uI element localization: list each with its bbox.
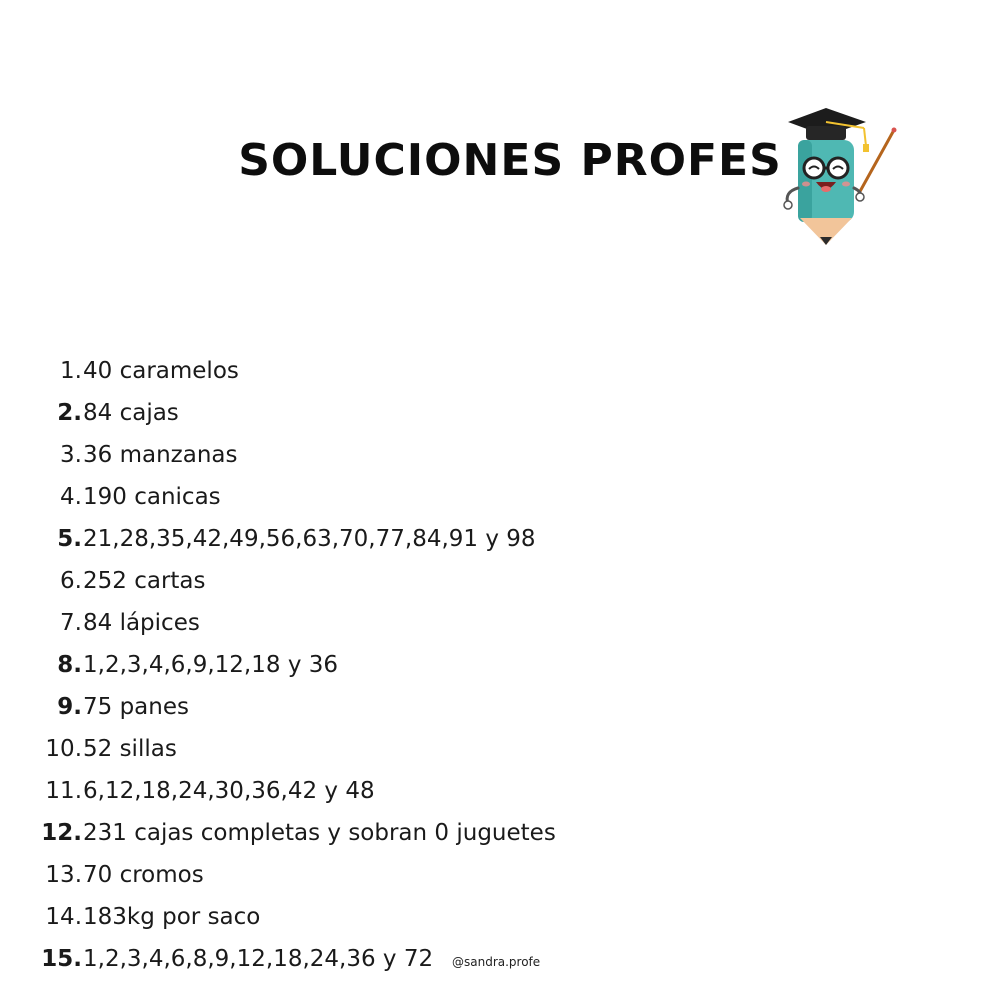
answer-item <box>0 434 556 476</box>
answer-number: 2. <box>57 400 82 426</box>
answer-number: 11. <box>45 778 82 804</box>
answer-item <box>0 854 556 896</box>
answer-number: 4. <box>60 484 82 510</box>
answer-number: 7. <box>60 610 82 636</box>
answer-text: 1,2,3,4,6,8,9,12,18,24,36 y 72 <box>83 946 434 972</box>
answer-number: 9. <box>57 694 82 720</box>
page-title: SOLUCIONES PROFES <box>238 135 782 186</box>
answer-item <box>0 686 556 728</box>
answer-text: 40 caramelos <box>83 358 239 384</box>
answer-text: 70 cromos <box>83 862 204 888</box>
answer-text: 231 cajas completas y sobran 0 juguetes <box>83 820 556 846</box>
answer-text: 183kg por saco <box>83 904 261 930</box>
answer-item <box>0 770 556 812</box>
answer-number: 6. <box>60 568 82 594</box>
answer-number: 1. <box>60 358 82 384</box>
answer-item <box>0 812 556 854</box>
pencil-graduate-icon <box>770 100 900 250</box>
answer-item <box>0 896 556 938</box>
answer-text: 36 manzanas <box>83 442 238 468</box>
answer-number: 5. <box>57 526 82 552</box>
answer-text: 252 cartas <box>83 568 206 594</box>
answer-list <box>0 350 556 980</box>
answer-number: 8. <box>57 652 82 678</box>
answer-text: 52 sillas <box>83 736 177 762</box>
answer-text: 1,2,3,4,6,9,12,18 y 36 <box>83 652 339 678</box>
answer-text: 84 lápices <box>83 610 200 636</box>
answer-text: 21,28,35,42,49,56,63,70,77,84,91 y 98 <box>83 526 536 552</box>
answer-item <box>0 644 556 686</box>
answer-number: 15. <box>41 946 82 972</box>
answer-text: 6,12,18,24,30,36,42 y 48 <box>83 778 375 804</box>
answer-text: 84 cajas <box>83 400 179 426</box>
answer-text: 190 canicas <box>83 484 221 510</box>
author-credit: @sandra.profe <box>452 955 541 969</box>
answer-number: 12. <box>41 820 82 846</box>
answer-item <box>0 350 556 392</box>
answer-text: 75 panes <box>83 694 189 720</box>
answer-item <box>0 560 556 602</box>
answer-item <box>0 518 556 560</box>
answer-number: 14. <box>45 904 82 930</box>
answer-item <box>0 728 556 770</box>
answer-number: 3. <box>60 442 82 468</box>
answer-number: 13. <box>45 862 82 888</box>
answer-item <box>0 476 556 518</box>
answer-number: 10. <box>45 736 82 762</box>
answer-item <box>0 602 556 644</box>
answer-item <box>0 392 556 434</box>
